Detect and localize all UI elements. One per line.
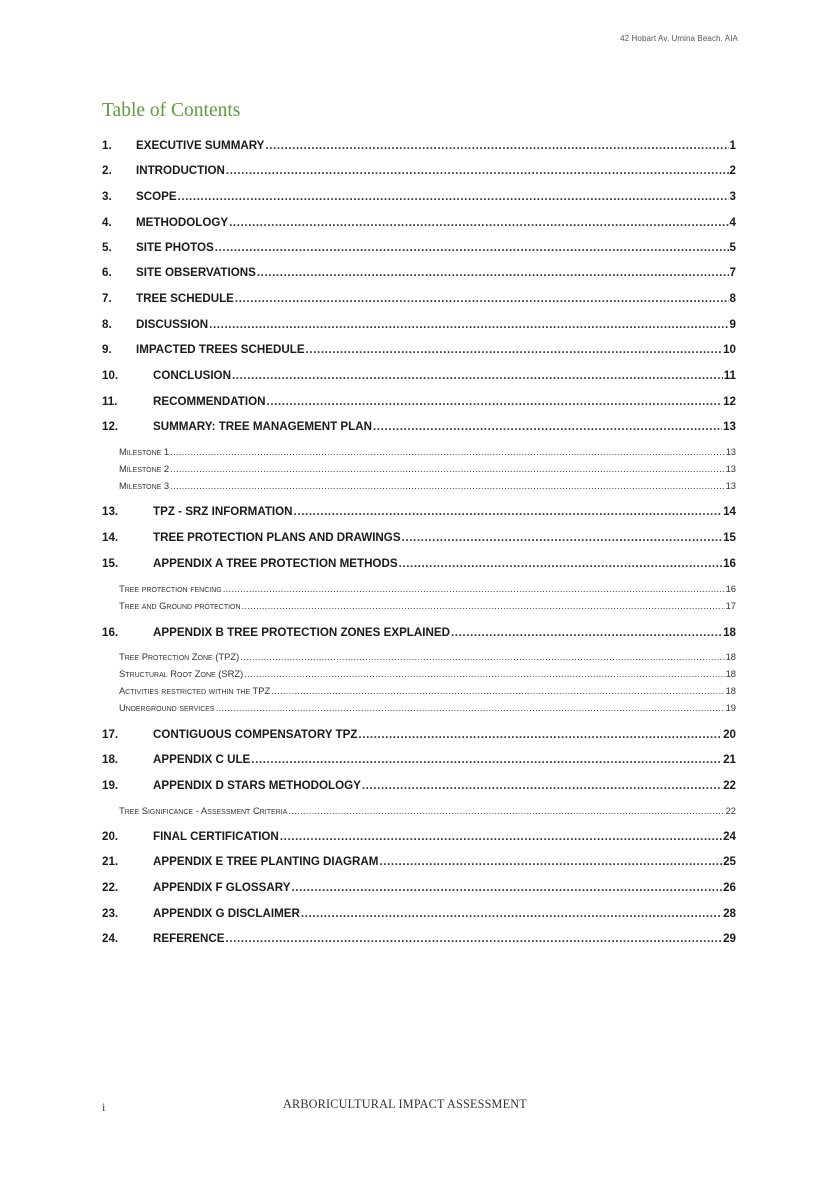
toc-entry-text: RECOMMENDATION — [153, 395, 266, 408]
toc-subentry[interactable] — [119, 446, 736, 457]
toc-leader-dots — [242, 600, 725, 611]
toc-entry[interactable] — [102, 505, 736, 518]
toc-entry-page: 29 — [723, 932, 736, 945]
toc-entry-number: 14. — [102, 531, 119, 544]
toc-entry-number: 5. — [102, 241, 112, 254]
toc-entry-text: INTRODUCTION — [136, 164, 225, 177]
toc-entry-number: 19. — [102, 779, 119, 792]
toc-entry-text: REFERENCE — [153, 932, 225, 945]
toc-entry-page: 2 — [729, 164, 736, 177]
toc-entry-number: 21. — [102, 855, 119, 868]
toc-entry-page: 9 — [729, 318, 736, 331]
toc-entry-page: 10 — [723, 343, 736, 356]
toc-entry[interactable] — [102, 241, 736, 254]
toc-leader-dots — [451, 626, 722, 639]
toc-entry-text: TREE SCHEDULE — [136, 292, 234, 305]
toc-entry-number: 12. — [102, 420, 119, 433]
toc-entry-text: APPENDIX B TREE PROTECTION ZONES EXPLAINED — [153, 626, 450, 639]
toc-entry-page: 13 — [725, 463, 736, 474]
toc-leader-dots — [251, 753, 722, 766]
toc-entry-page: 22 — [723, 779, 736, 792]
toc-entry-number: 23. — [102, 907, 119, 920]
toc-entry-page: 7 — [729, 266, 736, 279]
toc-entry-page: 8 — [729, 292, 736, 305]
toc-entry-text: CONTIGUOUS COMPENSATORY TPZ — [153, 728, 358, 741]
toc-leader-dots — [301, 907, 722, 920]
toc-entry-page: 11 — [723, 369, 736, 382]
toc-entry-text: CONCLUSION — [153, 369, 231, 382]
toc-entry-page: 13 — [723, 420, 736, 433]
toc-entry[interactable] — [102, 216, 736, 229]
toc-subentry[interactable] — [119, 463, 736, 474]
toc-entry-page: 28 — [723, 907, 736, 920]
toc-entry-page: 19 — [725, 702, 736, 713]
toc-entry-page: 18 — [725, 668, 736, 679]
toc-entry-page: 13 — [725, 480, 736, 491]
toc-entry[interactable] — [102, 881, 736, 894]
toc-entry-number: 2. — [102, 164, 112, 177]
toc-subentry[interactable] — [119, 480, 736, 491]
toc-title: Table of Contents — [102, 100, 241, 121]
toc-entry-text: APPENDIX A TREE PROTECTION METHODS — [153, 557, 398, 570]
toc-entry-number: 20. — [102, 830, 119, 843]
toc-entry-page: 12 — [723, 395, 736, 408]
toc-entry-page: 18 — [725, 651, 736, 662]
toc-entry[interactable] — [102, 139, 736, 152]
toc-entry-text: FINAL CERTIFICATION — [153, 830, 279, 843]
toc-entry-text: Structural Root Zone (SRZ) — [119, 668, 244, 679]
toc-entry[interactable] — [102, 531, 736, 544]
toc-subentry[interactable] — [119, 600, 736, 611]
toc-leader-dots — [170, 480, 724, 491]
toc-entry[interactable] — [102, 420, 736, 433]
footer-page-number: i — [102, 1100, 106, 1114]
toc-entry[interactable] — [102, 557, 736, 570]
toc-entry-number: 4. — [102, 216, 112, 229]
toc-entry-number: 16. — [102, 626, 119, 639]
toc-entry-text: SITE PHOTOS — [136, 241, 214, 254]
toc-entry-page: 1 — [729, 139, 736, 152]
toc-entry-text: APPENDIX F GLOSSARY — [153, 881, 291, 894]
toc-entry-text: Tree Protection Zone (TPZ) — [119, 651, 240, 662]
toc-leader-dots — [170, 446, 724, 457]
toc-entry-page: 20 — [723, 728, 736, 741]
toc-entry-page: 26 — [723, 881, 736, 894]
toc-entry[interactable] — [102, 753, 736, 766]
toc-entry-number: 9. — [102, 343, 112, 356]
toc-entry[interactable] — [102, 164, 736, 177]
toc-entry-number: 10. — [102, 369, 119, 382]
toc-entry[interactable] — [102, 369, 736, 382]
toc-entry-page: 4 — [729, 216, 736, 229]
toc-entry-number: 6. — [102, 266, 112, 279]
toc-leader-dots — [265, 139, 728, 152]
toc-leader-dots — [257, 266, 729, 279]
toc-entry[interactable] — [102, 728, 736, 741]
toc-leader-dots — [267, 395, 723, 408]
toc-entry-number: 18. — [102, 753, 119, 766]
toc-subentry[interactable] — [119, 583, 736, 594]
toc-entry-page: 18 — [723, 626, 736, 639]
toc-entry[interactable] — [102, 190, 736, 203]
toc-entry-text: SUMMARY: TREE MANAGEMENT PLAN — [153, 420, 372, 433]
toc-leader-dots — [294, 505, 723, 518]
header-address: 42 Hobart Av, Umina Beach. AIA — [620, 34, 738, 43]
toc-entry-text: METHODOLOGY — [136, 216, 229, 229]
toc-entry-text: Milestone 2 — [119, 463, 170, 474]
toc-entry[interactable] — [102, 907, 736, 920]
toc-leader-dots — [358, 728, 722, 741]
toc-leader-dots — [379, 855, 722, 868]
toc-leader-dots — [306, 343, 723, 356]
toc-subentry[interactable] — [119, 702, 736, 713]
toc-entry-page: 22 — [725, 805, 736, 816]
toc-entry-number: 17. — [102, 728, 119, 741]
toc-subentry[interactable] — [119, 668, 736, 679]
toc-leader-dots — [223, 583, 725, 594]
toc-entry[interactable] — [102, 779, 736, 792]
toc-entry-number: 3. — [102, 190, 112, 203]
toc-leader-dots — [178, 190, 729, 203]
toc-entry-text: APPENDIX G DISCLAIMER — [153, 907, 300, 920]
toc-entry-number: 1. — [102, 139, 112, 152]
toc-leader-dots — [226, 164, 729, 177]
toc-subentry[interactable] — [119, 805, 736, 816]
toc-entry-text: IMPACTED TREES SCHEDULE — [136, 343, 305, 356]
toc-entry-text: Milestone 1 — [119, 446, 170, 457]
toc-entry-number: 11. — [102, 395, 118, 408]
toc-entry-page: 5 — [729, 241, 736, 254]
toc-entry-text: Tree protection fencing — [119, 583, 222, 594]
toc-leader-dots — [235, 292, 729, 305]
toc-entry-text: APPENDIX C ULE — [153, 753, 251, 766]
toc-entry[interactable] — [102, 626, 736, 639]
toc-entry[interactable] — [102, 395, 736, 408]
toc-entry-number: 22. — [102, 881, 119, 894]
toc-leader-dots — [226, 932, 723, 945]
toc-entry-page: 16 — [725, 583, 736, 594]
toc-entry-text: APPENDIX D STARS METHODOLOGY — [153, 779, 361, 792]
toc-entry-text: TPZ - SRZ INFORMATION — [153, 505, 293, 518]
toc-entry-number: 8. — [102, 318, 112, 331]
toc-entry-text: TREE PROTECTION PLANS AND DRAWINGS — [153, 531, 401, 544]
toc-entry-page: 15 — [723, 531, 736, 544]
toc-entry-page: 24 — [723, 830, 736, 843]
toc-entry-text: APPENDIX E TREE PLANTING DIAGRAM — [153, 855, 379, 868]
toc-entry-number: 7. — [102, 292, 112, 305]
toc-leader-dots — [399, 557, 723, 570]
toc-entry-page: 13 — [725, 446, 736, 457]
toc-leader-dots — [291, 881, 722, 894]
toc-leader-dots — [232, 369, 723, 382]
toc-entry[interactable] — [102, 830, 736, 843]
toc-entry-text: SCOPE — [136, 190, 177, 203]
toc-entry-text: Tree Significance - Assessment Criteria — [119, 805, 288, 816]
toc-entry-number: 24. — [102, 932, 119, 945]
toc-entry-text: SITE OBSERVATIONS — [136, 266, 256, 279]
toc-entry-page: 3 — [729, 190, 736, 203]
toc-entry-page: 16 — [723, 557, 736, 570]
toc-leader-dots — [240, 651, 724, 662]
toc-leader-dots — [215, 241, 729, 254]
toc-entry[interactable] — [102, 318, 736, 331]
toc-entry[interactable] — [102, 292, 736, 305]
toc-leader-dots — [402, 531, 723, 544]
toc-entry[interactable] — [102, 343, 736, 356]
footer-title: ARBORICULTURAL IMPACT ASSESSMENT — [283, 1097, 527, 1111]
toc-leader-dots — [229, 216, 728, 229]
toc-entry[interactable] — [102, 855, 736, 868]
toc-leader-dots — [362, 779, 722, 792]
toc-entry-number: 15. — [102, 557, 119, 570]
toc-leader-dots — [170, 463, 724, 474]
toc-entry-text: DISCUSSION — [136, 318, 209, 331]
toc-entry-text: Tree and Ground protection — [119, 600, 241, 611]
toc-subentry[interactable] — [119, 685, 736, 696]
toc-leader-dots — [216, 702, 725, 713]
toc-leader-dots — [209, 318, 728, 331]
toc-leader-dots — [288, 805, 724, 816]
toc-entry-page: 21 — [723, 753, 736, 766]
toc-entry-page: 25 — [723, 855, 736, 868]
toc-entry-page: 18 — [725, 685, 736, 696]
toc-entry-page: 17 — [725, 600, 736, 611]
toc-entry-text: Underground services — [119, 702, 215, 713]
toc-subentry[interactable] — [119, 651, 736, 662]
toc-entry-number: 13. — [102, 505, 119, 518]
toc-entry[interactable] — [102, 932, 736, 945]
toc-entry-page: 14 — [723, 505, 736, 518]
toc-leader-dots — [373, 420, 722, 433]
toc-entry-text: EXECUTIVE SUMMARY — [136, 139, 265, 152]
toc-leader-dots — [280, 830, 722, 843]
toc-leader-dots — [271, 685, 724, 696]
toc-entry[interactable] — [102, 266, 736, 279]
toc-entry-text: Milestone 3 — [119, 480, 170, 491]
toc-leader-dots — [244, 668, 724, 679]
toc-entry-text: Activities restricted within the TPZ — [119, 685, 271, 696]
